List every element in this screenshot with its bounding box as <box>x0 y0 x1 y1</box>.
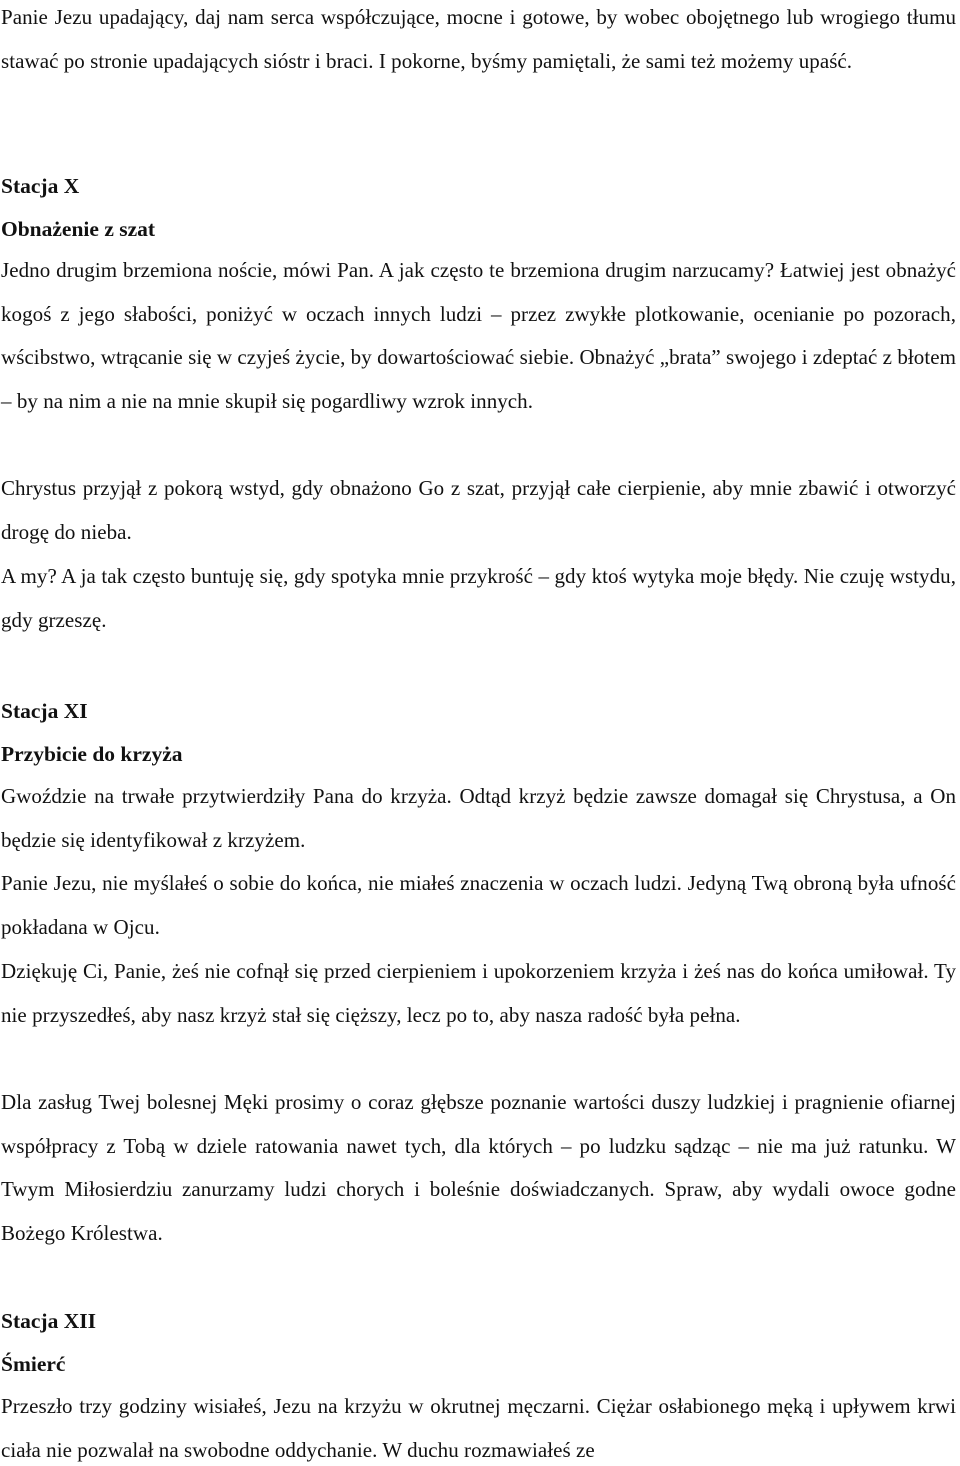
station-xii-number: Stacja XII <box>1 1309 96 1333</box>
station-xi-paragraph-4: Dla zasług Twej bolesnej Męki prosimy o coraz głębsze poznanie wartości duszy ludzkiej i pragnienie ofiarnej współpracy z Tobą w dziele ratowania nawet tych, dla których – po ludzku sądząc – nie ma już ratunku. W Twym Miłosierdziu zanurzamy ludzi chorych i boleśnie doświadczanych. Spraw, aby wydali owoce godne Bożego Królestwa. <box>1 1090 956 1245</box>
station-x-title: Obnażenie z szat <box>1 217 156 241</box>
station-xi-paragraph-2: Panie Jezu, nie myślałeś o sobie do końca, nie miałeś znaczenia w oczach ludzi. Jedyną Twą obroną była ufność pokładana w Ojcu. <box>1 871 956 939</box>
station-xi-paragraph-3: Dziękuję Ci, Panie, żeś nie cofnął się przed cierpieniem i upokorzeniem krzyża i żeś nas do końca umiłował. Ty nie przyszedłeś, aby nasz krzyż stał się cięższy, lecz po to, aby nasza radość była pełna. <box>1 959 956 1027</box>
station-x-paragraph-3: A my? A ja tak często buntuję się, gdy spotyka mnie przykrość – gdy ktoś wytyka moje błędy. Nie czuję wstydu, gdy grzeszę. <box>1 564 956 632</box>
station-x-paragraph-2: Chrystus przyjął z pokorą wstyd, gdy obnażono Go z szat, przyjął całe cierpienie, aby mnie zbawić i otworzyć drogę do nieba. <box>1 476 956 544</box>
intro-paragraph: Panie Jezu upadający, daj nam serca współczujące, mocne i gotowe, by wobec obojętnego lub wrogiego tłumu stawać po stronie upadających sióstr i braci. I pokorne, byśmy pamiętali, że sami też możemy upaść. <box>1 5 956 73</box>
station-xi-number: Stacja XI <box>1 699 88 723</box>
station-x-paragraph-1: Jedno drugim brzemiona noście, mówi Pan. A jak często te brzemiona drugim narzucamy? Łatwiej jest obnażyć kogoś z jego słabości, poniżyć w oczach innych ludzi – przez zwykłe plotkowanie, ocenianie po pozorach, wścibstwo, wtrącanie się w czyjeś życie, by dowartościować siebie. Obnażyć „brata” swojego i zdeptać z błotem – by na nim a nie na mnie skupił się pogardliwy wzrok innych. <box>1 258 956 413</box>
station-xii-paragraph-1: Przeszło trzy godziny wisiałeś, Jezu na krzyżu w okrutnej męczarni. Ciężar osłabionego męką i upływem krwi ciała nie pozwalał na swobodne oddychanie. W duchu rozmawiałeś ze <box>1 1394 956 1462</box>
station-xi-title: Przybicie do krzyża <box>1 742 183 766</box>
station-xii-title: Śmierć <box>1 1352 66 1376</box>
station-x-number: Stacja X <box>1 174 80 198</box>
station-xi-paragraph-1: Gwoździe na trwałe przytwierdziły Pana do krzyża. Odtąd krzyż będzie zawsze domagał się Chrystusa, a On będzie się identyfikował z krzyżem. <box>1 784 956 852</box>
